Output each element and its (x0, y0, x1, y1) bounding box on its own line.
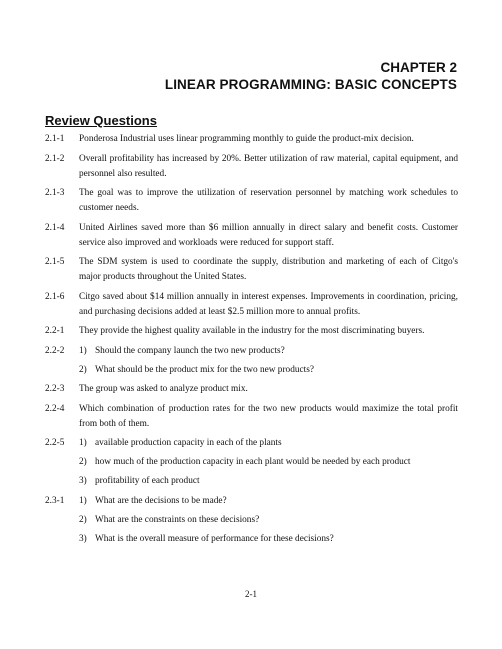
question-item (45, 255, 458, 285)
question-answer: The group was asked to analyze product mix. (79, 384, 248, 394)
answer-subitem (79, 494, 458, 509)
question-item (45, 494, 458, 547)
question-code: 2.2-1 (45, 326, 65, 336)
subitem-number: 2) (79, 364, 87, 375)
question-item (45, 186, 458, 216)
question-answer: Overall profitability has increased by 20%. Better utilization of raw material, capital equipment, and personnel also resulted. (79, 153, 458, 179)
question-answer: They provide the highest quality available in the industry for the most discriminating buyers. (79, 326, 425, 336)
subitem-text: Should the company launch the two new products? (95, 345, 285, 356)
subitem-number: 1) (79, 345, 87, 356)
chapter-title: LINEAR PROGRAMMING: BASIC CONCEPTS (164, 77, 457, 92)
section-title: Review Questions (45, 113, 157, 128)
subitem-text: What are the decisions to be made? (95, 495, 227, 506)
subitem-number: 3) (79, 533, 87, 544)
question-item (45, 290, 458, 320)
subitem-text: What is the overall measure of performance for these decisions? (95, 533, 334, 544)
subitem-number: 1) (79, 438, 87, 448)
question-item (45, 221, 458, 251)
question-code: 2.3-1 (45, 495, 65, 506)
question-item (45, 382, 458, 397)
question-code: 2.2-4 (45, 403, 65, 414)
subitem-number: 1) (79, 495, 87, 506)
answer-subitem (79, 513, 458, 528)
question-code: 2.1-2 (45, 153, 65, 164)
question-code: 2.1-4 (45, 222, 65, 233)
question-item (45, 402, 458, 432)
answer-subitem (79, 474, 458, 489)
answer-subitem (79, 363, 458, 378)
question-item (45, 344, 458, 378)
subitem-number: 2) (79, 514, 87, 525)
question-answer-list (79, 344, 458, 378)
subitem-text: profitability of each product (95, 476, 200, 486)
review-questions-list (45, 132, 458, 551)
subitem-text: available production capacity in each of the plants (95, 438, 282, 448)
question-answer: Citgo saved about $14 million annually in interest expenses. Improvements in coordination, pricing, and purchasing decisions added at least $2.5 million more to annual profits. (79, 291, 458, 317)
page-number: 2-1 (245, 589, 257, 599)
question-item (45, 436, 458, 489)
question-answer: United Airlines saved more than $6 million annually in direct salary and benefit costs. Customer service also improved and workloads were reduced for support staff. (79, 222, 458, 248)
question-answer: Ponderosa Industrial uses linear programming monthly to guide the product-mix decision. (79, 134, 414, 144)
answer-subitem (79, 344, 458, 359)
question-code: 2.2-2 (45, 345, 65, 356)
question-item (45, 152, 458, 182)
question-code: 2.2-3 (45, 384, 65, 394)
question-code: 2.1-3 (45, 188, 65, 198)
question-code: 2.1-6 (45, 291, 65, 302)
question-item (45, 324, 458, 339)
question-code: 2.1-5 (45, 257, 65, 267)
answer-subitem (79, 455, 458, 470)
chapter-heading (165, 60, 457, 94)
question-answer-list (79, 494, 458, 547)
question-answer-list (79, 436, 458, 489)
answer-subitem (79, 532, 458, 547)
question-code: 2.2-5 (45, 438, 65, 448)
chapter-number: CHAPTER 2 (380, 60, 457, 75)
subitem-number: 3) (79, 476, 87, 486)
subitem-text: What are the constraints on these decisions? (95, 514, 260, 525)
question-answer: Which combination of production rates for the two new products would maximize the total profit from both of them. (79, 403, 458, 429)
question-answer: The goal was to improve the utilization of reservation personnel by matching work schedules to customer needs. (79, 188, 458, 213)
question-item (45, 132, 458, 147)
question-code: 2.1-1 (45, 134, 65, 144)
subitem-text: What should be the product mix for the two new products? (95, 364, 314, 375)
subitem-number: 2) (79, 457, 87, 467)
subitem-text: how much of the production capacity in each plant would be needed by each product (95, 457, 411, 467)
question-answer: The SDM system is used to coordinate the supply, distribution and marketing of each of Citgo's major products throughout the United States. (79, 257, 458, 282)
answer-subitem (79, 436, 458, 451)
